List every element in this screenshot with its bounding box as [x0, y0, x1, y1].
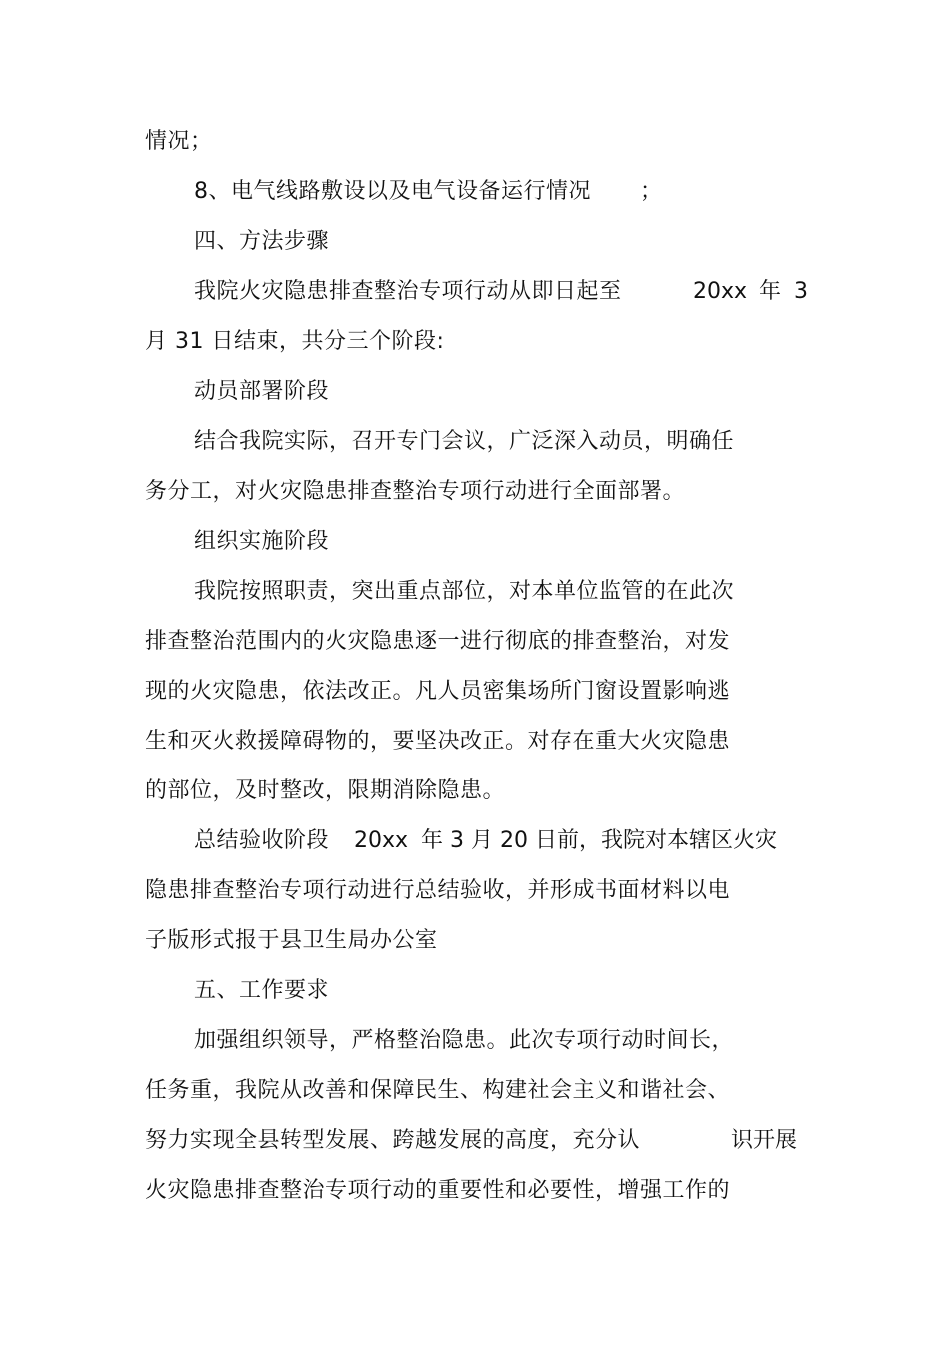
text-fragment: 年 — [759, 279, 782, 304]
text-line: 隐患排查整治专项行动进行总结验收，并形成书面材料以电 — [145, 878, 731, 903]
text-line: 排查整治范围内的火灾隐患逐一进行彻底的排查整治，对发 — [145, 629, 731, 654]
text-line: 子版形式报于县卫生局办公室 — [145, 928, 438, 953]
text-fragment: 年 3 月 20 日前，我院对本辖区火灾 — [421, 828, 777, 853]
subsection-heading: 组织实施阶段 — [194, 529, 330, 554]
text-fragment: 识开展 — [731, 1128, 798, 1153]
text-fragment: ； — [640, 179, 663, 204]
text-line: 努力实现全县转型发展、跨越发展的高度，充分认 — [145, 1128, 641, 1153]
text-fragment: 20xx — [693, 279, 748, 304]
text-line: 月 31 日结束，共分三个阶段: — [145, 329, 445, 354]
section-heading: 四、方法步骤 — [194, 229, 330, 254]
text-line: 务分工，对火灾隐患排查整治专项行动进行全面部署。 — [145, 479, 686, 504]
text-line: 的部位，及时整改，限期消除隐患。 — [145, 778, 506, 803]
text-line: 结合我院实际，召开专门会议，广泛深入动员，明确任 — [194, 429, 735, 454]
text-line: 任务重，我院从改善和保障民生、构建社会主义和谐社会、 — [145, 1078, 731, 1103]
subsection-heading: 动员部署阶段 — [194, 379, 330, 404]
text-line: 我院火灾隐患排查整治专项行动从即日起至 — [194, 279, 622, 304]
text-line: 生和灭火救援障碍物的，要坚决改正。对存在重大火灾隐患 — [145, 729, 731, 754]
text-line: 现的火灾隐患，依法改正。凡人员密集场所门窗设置影响逃 — [145, 679, 731, 704]
text-line: 加强组织领导，严格整治隐患。此次专项行动时间长， — [194, 1028, 735, 1053]
text-line: 8、电气线路敷设以及电气设备运行情况 — [194, 179, 591, 204]
subsection-heading: 总结验收阶段 — [194, 828, 330, 853]
text-line: 情况； — [145, 129, 213, 154]
text-fragment: 20xx — [354, 828, 409, 853]
text-fragment: 3 — [794, 279, 808, 304]
section-heading: 五、工作要求 — [194, 978, 330, 1003]
text-line: 我院按照职责，突出重点部位，对本单位监管的在此次 — [194, 579, 735, 604]
text-line: 火灾隐患排查整治专项行动的重要性和必要性，增强工作的 — [145, 1178, 731, 1203]
